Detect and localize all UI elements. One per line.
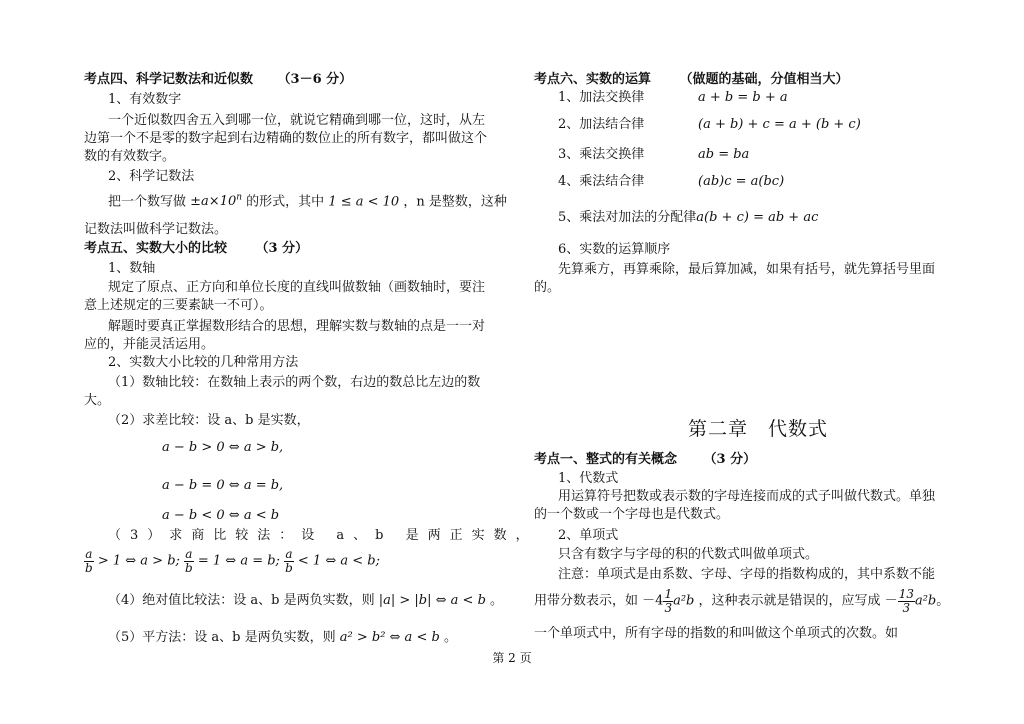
formula: a − b = 0 ⇔ a = b, — [162, 478, 284, 493]
paragraph-line: 只含有数字与字母的积的代数式叫做单项式。 — [558, 547, 819, 562]
fraction: $\frac{a}{b}$ — [85, 547, 93, 575]
paragraph-line: 先算乘方，再算乘除，最后算加减，如果有括号，就先算括号里面 — [558, 262, 936, 277]
item-heading: 2、实数大小比较的几种常用方法 — [108, 355, 299, 370]
text: 把一个数写做 — [108, 194, 187, 210]
paragraph-line: 意上述规定的三要素缺一不可）。 — [84, 298, 273, 313]
paragraph-line: 一个单项式中，所有字母的指数的和叫做这个单项式的次数。如 — [534, 626, 899, 641]
fraction: $\frac{1}{3}$ — [664, 587, 673, 615]
law-formula: (ab)c = a(bc) — [698, 174, 785, 189]
law-name: 1、加法交换律 — [558, 90, 645, 105]
chapter-section-1-heading — [534, 452, 756, 468]
law-formula: a(b + c) = ab + ac — [696, 210, 819, 225]
section-5-heading — [84, 241, 308, 257]
section-score: （3 分） — [255, 241, 309, 256]
mixed-number-line: 用带分数表示，如 －4 $\frac{1}{3}$ a²b ，这种表示就是错误的，应写成 － $\frac{13}{3}$ a²b。 — [534, 587, 950, 615]
paragraph-line: 一个近似数四舍五入到哪一位，就说它精确到哪一位，这时，从左 — [108, 113, 486, 128]
paragraph-line: 规定了原点、正方向和单位长度的直线叫做数轴（画数轴时，要注 — [108, 280, 486, 295]
sci-notation-line — [84, 193, 507, 211]
law-row — [534, 174, 784, 190]
law-name: 3、乘法交换律 — [558, 147, 645, 162]
law-name: 2、加法结合律 — [558, 117, 645, 132]
paragraph-line: 数的有效数字。 — [84, 149, 176, 164]
law-formula: (a + b) + c = a + (b + c) — [698, 117, 861, 132]
section-title: 考点六、实数的运算 — [534, 72, 652, 87]
method-line: （5）平方法：设 a、b 是两负实数，则 a² > b² ⇔ a < b 。 — [108, 630, 457, 645]
law-formula: ab = ba — [698, 147, 750, 162]
method-line: （1）数轴比较：在数轴上表示的两个数，右边的数总比左边的数 — [108, 375, 481, 390]
law-row — [534, 210, 818, 226]
formula: －4 — [642, 593, 664, 609]
method-line: （4）绝对值比较法：设 a、b 是两负实数，则 |a| > |b| ⇔ a < b 。 — [108, 593, 504, 608]
section-title: 考点四、科学记数法和近似数 — [84, 72, 254, 87]
formula: $\pm a\times 10^n$ — [190, 193, 243, 210]
section-score: （3 分） — [703, 452, 757, 467]
paragraph-line: 注意：单项式是由系数、字母、字母的指数构成的，其中系数不能 — [558, 567, 936, 582]
item-heading: 1、数轴 — [108, 261, 156, 276]
paragraph-line: 的。 — [534, 280, 561, 295]
formula: a² > b² ⇔ a < b — [339, 630, 440, 645]
item-heading: 6、实数的运算顺序 — [558, 242, 671, 257]
quotient-formula: $\frac{a}{b}$ > 1 ⇔ a > b; $\frac{a}{b}$ = 1 ⇔ a = b; $\frac{a}{b}$ < 1 ⇔ a < b; — [85, 547, 380, 575]
law-formula: a + b = b + a — [698, 90, 788, 105]
paragraph-line: 边第一个不是零的数字起到右边精确的数位止的所有数字，都叫做这个 — [84, 131, 488, 146]
section-score: （3－6 分） — [277, 72, 353, 87]
paragraph-line: 应的，并能灵活运用。 — [84, 337, 215, 352]
section-4-heading — [84, 72, 352, 88]
section-title: 考点五、实数大小的比较 — [84, 241, 228, 256]
method-line: （2）求差比较：设 a、b 是实数， — [108, 413, 310, 428]
formula: a − b > 0 ⇔ a > b, — [162, 440, 284, 455]
section-score: （做题的基础，分值相当大） — [679, 72, 849, 87]
paragraph-line: 用运算符号把数或表示数的字母连接而成的式子叫做代数式。单独 — [558, 489, 936, 504]
formula: 1 ≤ a < 10 — [328, 194, 400, 210]
paragraph-line: 的一个数或一个字母也是代数式。 — [534, 507, 730, 522]
fraction: $\frac{a}{b}$ — [285, 547, 293, 575]
fraction: $\frac{a}{b}$ — [185, 547, 193, 575]
law-row — [534, 117, 861, 133]
item-heading: 2、单项式 — [558, 528, 619, 543]
formula: a²b — [914, 593, 937, 609]
text: 的形式，其中 — [246, 194, 325, 210]
law-name: 4、乘法结合律 — [558, 174, 645, 189]
paragraph-line: 大。 — [84, 393, 111, 408]
text: ，n 是整数，这种 — [403, 194, 507, 210]
section-title: 考点一、整式的有关概念 — [534, 452, 678, 467]
law-row — [534, 147, 749, 163]
item-heading: 1、代数式 — [558, 471, 619, 486]
paragraph-line: 解题时要真正掌握数形结合的思想，理解实数与数轴的点是一一对 — [108, 319, 486, 334]
paragraph-line: 记数法叫做科学记数法。 — [84, 222, 228, 237]
item-heading: 1、有效数字 — [108, 92, 182, 107]
formula: |a| > |b| ⇔ a < b — [378, 593, 486, 608]
fraction: $\frac{13}{3}$ — [898, 587, 914, 615]
law-row — [534, 90, 788, 106]
method-line: （3）求商比较法：设 a、b 是两正实数， — [108, 528, 538, 543]
formula: a − b < 0 ⇔ a < b — [162, 508, 280, 523]
chapter-title: 第二章 代数式 — [688, 418, 829, 440]
item-heading: 2、科学记数法 — [108, 169, 195, 184]
section-6-heading — [534, 72, 849, 88]
law-name: 5、乘法对加法的分配律 — [558, 210, 697, 225]
formula: a²b — [673, 593, 695, 609]
page-number: 第 2 页 — [492, 651, 532, 665]
